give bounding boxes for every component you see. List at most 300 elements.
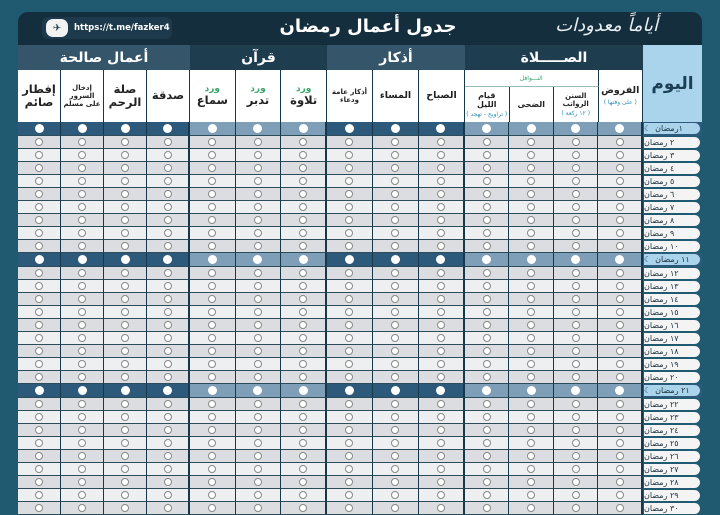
check-circle-icon[interactable] [208, 373, 216, 381]
checkbox-cell[interactable] [554, 424, 599, 437]
check-circle-icon[interactable] [299, 190, 307, 198]
checkbox-cell[interactable] [327, 358, 373, 371]
check-circle-icon[interactable] [616, 321, 624, 329]
checkbox-cell[interactable] [236, 122, 282, 136]
check-circle-icon[interactable] [572, 269, 580, 277]
check-circle-icon[interactable] [164, 452, 172, 460]
checkbox-cell[interactable] [61, 424, 104, 437]
check-circle-icon[interactable] [437, 282, 445, 290]
check-circle-icon[interactable] [35, 138, 43, 146]
checkbox-cell[interactable] [327, 149, 373, 162]
checkbox-cell[interactable] [509, 162, 554, 175]
checkbox-cell[interactable] [598, 411, 643, 424]
check-circle-icon[interactable] [616, 190, 624, 198]
checkbox-cell[interactable] [554, 358, 599, 371]
check-circle-icon[interactable] [121, 334, 129, 342]
checkbox-cell[interactable] [465, 253, 510, 267]
check-circle-icon[interactable] [572, 203, 580, 211]
checkbox-cell[interactable] [18, 162, 61, 175]
check-circle-icon[interactable] [345, 255, 354, 264]
checkbox-cell[interactable] [327, 253, 373, 267]
check-circle-icon[interactable] [572, 347, 580, 355]
checkbox-cell[interactable] [236, 358, 282, 371]
check-circle-icon[interactable] [437, 347, 445, 355]
check-circle-icon[interactable] [391, 255, 400, 264]
checkbox-cell[interactable] [554, 437, 599, 450]
checkbox-cell[interactable] [554, 149, 599, 162]
checkbox-cell[interactable] [190, 463, 236, 476]
checkbox-cell[interactable] [281, 201, 327, 214]
checkbox-cell[interactable] [598, 398, 643, 411]
checkbox-cell[interactable] [419, 332, 465, 345]
checkbox-cell[interactable] [598, 227, 643, 240]
checkbox-cell[interactable] [327, 136, 373, 149]
checkbox-cell[interactable] [373, 149, 419, 162]
checkbox-cell[interactable] [281, 358, 327, 371]
checkbox-cell[interactable] [281, 240, 327, 253]
check-circle-icon[interactable] [164, 465, 172, 473]
check-circle-icon[interactable] [78, 321, 86, 329]
check-circle-icon[interactable] [121, 255, 130, 264]
checkbox-cell[interactable] [147, 358, 190, 371]
check-circle-icon[interactable] [299, 452, 307, 460]
checkbox-cell[interactable] [61, 214, 104, 227]
check-circle-icon[interactable] [616, 242, 624, 250]
check-circle-icon[interactable] [391, 478, 399, 486]
check-circle-icon[interactable] [254, 413, 262, 421]
checkbox-cell[interactable] [147, 149, 190, 162]
check-circle-icon[interactable] [121, 465, 129, 473]
check-circle-icon[interactable] [483, 269, 491, 277]
checkbox-cell[interactable] [61, 227, 104, 240]
checkbox-cell[interactable] [18, 319, 61, 332]
check-circle-icon[interactable] [391, 216, 399, 224]
check-circle-icon[interactable] [483, 439, 491, 447]
check-circle-icon[interactable] [572, 373, 580, 381]
check-circle-icon[interactable] [121, 229, 129, 237]
checkbox-cell[interactable] [147, 437, 190, 450]
checkbox-cell[interactable] [61, 463, 104, 476]
checkbox-cell[interactable] [419, 463, 465, 476]
checkbox-cell[interactable] [61, 384, 104, 398]
checkbox-cell[interactable] [281, 227, 327, 240]
check-circle-icon[interactable] [391, 426, 399, 434]
checkbox-cell[interactable] [61, 149, 104, 162]
check-circle-icon[interactable] [78, 124, 87, 133]
checkbox-cell[interactable] [18, 463, 61, 476]
checkbox-cell[interactable] [18, 411, 61, 424]
check-circle-icon[interactable] [482, 255, 491, 264]
checkbox-cell[interactable] [373, 424, 419, 437]
checkbox-cell[interactable] [419, 476, 465, 489]
checkbox-cell[interactable] [61, 280, 104, 293]
checkbox-cell[interactable] [147, 411, 190, 424]
checkbox-cell[interactable] [236, 345, 282, 358]
check-circle-icon[interactable] [572, 504, 580, 512]
checkbox-cell[interactable] [104, 280, 147, 293]
check-circle-icon[interactable] [483, 373, 491, 381]
check-circle-icon[interactable] [483, 426, 491, 434]
checkbox-cell[interactable] [509, 424, 554, 437]
check-circle-icon[interactable] [163, 255, 172, 264]
checkbox-cell[interactable] [598, 476, 643, 489]
checkbox-cell[interactable] [465, 371, 510, 384]
check-circle-icon[interactable] [616, 269, 624, 277]
check-circle-icon[interactable] [572, 216, 580, 224]
checkbox-cell[interactable] [61, 450, 104, 463]
check-circle-icon[interactable] [572, 478, 580, 486]
check-circle-icon[interactable] [35, 413, 43, 421]
checkbox-cell[interactable] [509, 188, 554, 201]
checkbox-cell[interactable] [554, 188, 599, 201]
check-circle-icon[interactable] [437, 138, 445, 146]
checkbox-cell[interactable] [281, 437, 327, 450]
check-circle-icon[interactable] [299, 347, 307, 355]
checkbox-cell[interactable] [236, 306, 282, 319]
checkbox-cell[interactable] [327, 319, 373, 332]
check-circle-icon[interactable] [345, 190, 353, 198]
check-circle-icon[interactable] [391, 203, 399, 211]
check-circle-icon[interactable] [391, 124, 400, 133]
checkbox-cell[interactable] [373, 398, 419, 411]
check-circle-icon[interactable] [164, 151, 172, 159]
check-circle-icon[interactable] [345, 400, 353, 408]
check-circle-icon[interactable] [208, 282, 216, 290]
checkbox-cell[interactable] [373, 136, 419, 149]
checkbox-cell[interactable] [327, 175, 373, 188]
check-circle-icon[interactable] [527, 216, 535, 224]
check-circle-icon[interactable] [572, 400, 580, 408]
checkbox-cell[interactable] [61, 476, 104, 489]
check-circle-icon[interactable] [391, 151, 399, 159]
check-circle-icon[interactable] [345, 151, 353, 159]
checkbox-cell[interactable] [190, 201, 236, 214]
checkbox-cell[interactable] [190, 253, 236, 267]
checkbox-cell[interactable] [509, 345, 554, 358]
checkbox-cell[interactable] [465, 122, 510, 136]
check-circle-icon[interactable] [164, 413, 172, 421]
checkbox-cell[interactable] [281, 188, 327, 201]
check-circle-icon[interactable] [616, 151, 624, 159]
checkbox-cell[interactable] [598, 371, 643, 384]
check-circle-icon[interactable] [345, 334, 353, 342]
checkbox-cell[interactable] [509, 411, 554, 424]
check-circle-icon[interactable] [254, 504, 262, 512]
checkbox-cell[interactable] [465, 463, 510, 476]
check-circle-icon[interactable] [391, 373, 399, 381]
checkbox-cell[interactable] [104, 162, 147, 175]
checkbox-cell[interactable] [61, 253, 104, 267]
check-circle-icon[interactable] [78, 269, 86, 277]
checkbox-cell[interactable] [509, 502, 554, 515]
check-circle-icon[interactable] [164, 203, 172, 211]
check-circle-icon[interactable] [437, 203, 445, 211]
check-circle-icon[interactable] [616, 282, 624, 290]
check-circle-icon[interactable] [437, 269, 445, 277]
check-circle-icon[interactable] [483, 190, 491, 198]
checkbox-cell[interactable] [327, 424, 373, 437]
check-circle-icon[interactable] [164, 334, 172, 342]
check-circle-icon[interactable] [483, 229, 491, 237]
check-circle-icon[interactable] [437, 190, 445, 198]
check-circle-icon[interactable] [208, 242, 216, 250]
check-circle-icon[interactable] [78, 295, 86, 303]
checkbox-cell[interactable] [236, 437, 282, 450]
checkbox-cell[interactable] [18, 437, 61, 450]
check-circle-icon[interactable] [299, 164, 307, 172]
check-circle-icon[interactable] [391, 504, 399, 512]
checkbox-cell[interactable] [190, 398, 236, 411]
check-circle-icon[interactable] [208, 360, 216, 368]
checkbox-cell[interactable] [598, 384, 643, 398]
check-circle-icon[interactable] [164, 138, 172, 146]
check-circle-icon[interactable] [527, 295, 535, 303]
check-circle-icon[interactable] [572, 465, 580, 473]
checkbox-cell[interactable] [419, 319, 465, 332]
check-circle-icon[interactable] [164, 321, 172, 329]
check-circle-icon[interactable] [208, 269, 216, 277]
check-circle-icon[interactable] [616, 478, 624, 486]
check-circle-icon[interactable] [208, 439, 216, 447]
check-circle-icon[interactable] [299, 138, 307, 146]
checkbox-cell[interactable] [465, 450, 510, 463]
checkbox-cell[interactable] [281, 214, 327, 227]
check-circle-icon[interactable] [391, 452, 399, 460]
check-circle-icon[interactable] [345, 491, 353, 499]
checkbox-cell[interactable] [281, 463, 327, 476]
checkbox-cell[interactable] [373, 227, 419, 240]
checkbox-cell[interactable] [327, 463, 373, 476]
check-circle-icon[interactable] [299, 151, 307, 159]
checkbox-cell[interactable] [104, 345, 147, 358]
checkbox-cell[interactable] [281, 424, 327, 437]
checkbox-cell[interactable] [147, 162, 190, 175]
check-circle-icon[interactable] [254, 439, 262, 447]
checkbox-cell[interactable] [419, 201, 465, 214]
check-circle-icon[interactable] [164, 426, 172, 434]
checkbox-cell[interactable] [281, 345, 327, 358]
check-circle-icon[interactable] [35, 321, 43, 329]
checkbox-cell[interactable] [18, 175, 61, 188]
checkbox-cell[interactable] [190, 437, 236, 450]
check-circle-icon[interactable] [121, 360, 129, 368]
check-circle-icon[interactable] [121, 138, 129, 146]
checkbox-cell[interactable] [373, 214, 419, 227]
check-circle-icon[interactable] [78, 151, 86, 159]
check-circle-icon[interactable] [437, 242, 445, 250]
check-circle-icon[interactable] [572, 439, 580, 447]
checkbox-cell[interactable] [190, 371, 236, 384]
check-circle-icon[interactable] [35, 177, 43, 185]
checkbox-cell[interactable] [147, 175, 190, 188]
check-circle-icon[interactable] [391, 269, 399, 277]
checkbox-cell[interactable] [509, 319, 554, 332]
checkbox-cell[interactable] [419, 437, 465, 450]
checkbox-cell[interactable] [190, 280, 236, 293]
checkbox-cell[interactable] [104, 319, 147, 332]
check-circle-icon[interactable] [616, 164, 624, 172]
check-circle-icon[interactable] [437, 452, 445, 460]
checkbox-cell[interactable] [509, 240, 554, 253]
check-circle-icon[interactable] [35, 295, 43, 303]
check-circle-icon[interactable] [164, 177, 172, 185]
check-circle-icon[interactable] [527, 242, 535, 250]
check-circle-icon[interactable] [527, 478, 535, 486]
checkbox-cell[interactable] [104, 175, 147, 188]
check-circle-icon[interactable] [299, 504, 307, 512]
checkbox-cell[interactable] [509, 227, 554, 240]
checkbox-cell[interactable] [104, 188, 147, 201]
checkbox-cell[interactable] [419, 136, 465, 149]
check-circle-icon[interactable] [345, 242, 353, 250]
checkbox-cell[interactable] [327, 306, 373, 319]
checkbox-cell[interactable] [61, 398, 104, 411]
check-circle-icon[interactable] [254, 164, 262, 172]
checkbox-cell[interactable] [61, 306, 104, 319]
checkbox-cell[interactable] [554, 371, 599, 384]
checkbox-cell[interactable] [327, 450, 373, 463]
check-circle-icon[interactable] [616, 491, 624, 499]
check-circle-icon[interactable] [121, 269, 129, 277]
check-circle-icon[interactable] [254, 203, 262, 211]
checkbox-cell[interactable] [598, 214, 643, 227]
checkbox-cell[interactable] [18, 240, 61, 253]
check-circle-icon[interactable] [483, 360, 491, 368]
checkbox-cell[interactable] [18, 489, 61, 502]
check-circle-icon[interactable] [616, 295, 624, 303]
check-circle-icon[interactable] [572, 282, 580, 290]
check-circle-icon[interactable] [121, 386, 130, 395]
check-circle-icon[interactable] [254, 491, 262, 499]
checkbox-cell[interactable] [327, 201, 373, 214]
check-circle-icon[interactable] [483, 452, 491, 460]
checkbox-cell[interactable] [509, 358, 554, 371]
check-circle-icon[interactable] [616, 229, 624, 237]
check-circle-icon[interactable] [391, 360, 399, 368]
checkbox-cell[interactable] [147, 332, 190, 345]
check-circle-icon[interactable] [35, 360, 43, 368]
checkbox-cell[interactable] [18, 149, 61, 162]
check-circle-icon[interactable] [527, 334, 535, 342]
check-circle-icon[interactable] [571, 255, 580, 264]
check-circle-icon[interactable] [121, 413, 129, 421]
checkbox-cell[interactable] [509, 489, 554, 502]
check-circle-icon[interactable] [616, 216, 624, 224]
checkbox-cell[interactable] [327, 398, 373, 411]
checkbox-cell[interactable] [373, 463, 419, 476]
checkbox-cell[interactable] [190, 489, 236, 502]
check-circle-icon[interactable] [391, 164, 399, 172]
check-circle-icon[interactable] [254, 347, 262, 355]
checkbox-cell[interactable] [236, 411, 282, 424]
check-circle-icon[interactable] [345, 229, 353, 237]
check-circle-icon[interactable] [299, 229, 307, 237]
check-circle-icon[interactable] [208, 190, 216, 198]
check-circle-icon[interactable] [527, 124, 536, 133]
checkbox-cell[interactable] [598, 201, 643, 214]
check-circle-icon[interactable] [78, 400, 86, 408]
checkbox-cell[interactable] [373, 122, 419, 136]
checkbox-cell[interactable] [373, 358, 419, 371]
checkbox-cell[interactable] [509, 437, 554, 450]
checkbox-cell[interactable] [281, 267, 327, 280]
check-circle-icon[interactable] [254, 138, 262, 146]
checkbox-cell[interactable] [598, 358, 643, 371]
check-circle-icon[interactable] [345, 504, 353, 512]
checkbox-cell[interactable] [598, 332, 643, 345]
checkbox-cell[interactable] [236, 463, 282, 476]
checkbox-cell[interactable] [598, 345, 643, 358]
check-circle-icon[interactable] [164, 373, 172, 381]
checkbox-cell[interactable] [465, 345, 510, 358]
check-circle-icon[interactable] [483, 242, 491, 250]
checkbox-cell[interactable] [509, 332, 554, 345]
checkbox-cell[interactable] [61, 122, 104, 136]
check-circle-icon[interactable] [616, 413, 624, 421]
checkbox-cell[interactable] [147, 450, 190, 463]
checkbox-cell[interactable] [465, 306, 510, 319]
checkbox-cell[interactable] [190, 240, 236, 253]
check-circle-icon[interactable] [527, 504, 535, 512]
check-circle-icon[interactable] [527, 255, 536, 264]
checkbox-cell[interactable] [554, 162, 599, 175]
check-circle-icon[interactable] [345, 452, 353, 460]
check-circle-icon[interactable] [527, 426, 535, 434]
check-circle-icon[interactable] [254, 452, 262, 460]
checkbox-cell[interactable] [18, 293, 61, 306]
checkbox-cell[interactable] [554, 293, 599, 306]
checkbox-cell[interactable] [465, 201, 510, 214]
check-circle-icon[interactable] [345, 439, 353, 447]
checkbox-cell[interactable] [281, 122, 327, 136]
check-circle-icon[interactable] [254, 229, 262, 237]
checkbox-cell[interactable] [419, 293, 465, 306]
checkbox-cell[interactable] [419, 345, 465, 358]
checkbox-cell[interactable] [236, 489, 282, 502]
checkbox-cell[interactable] [554, 450, 599, 463]
checkbox-cell[interactable] [598, 136, 643, 149]
checkbox-cell[interactable] [281, 175, 327, 188]
check-circle-icon[interactable] [164, 282, 172, 290]
checkbox-cell[interactable] [281, 476, 327, 489]
checkbox-cell[interactable] [18, 345, 61, 358]
checkbox-cell[interactable] [465, 502, 510, 515]
checkbox-cell[interactable] [190, 476, 236, 489]
checkbox-cell[interactable] [554, 306, 599, 319]
check-circle-icon[interactable] [345, 138, 353, 146]
check-circle-icon[interactable] [436, 255, 445, 264]
check-circle-icon[interactable] [208, 321, 216, 329]
check-circle-icon[interactable] [527, 386, 536, 395]
checkbox-cell[interactable] [598, 122, 643, 136]
check-circle-icon[interactable] [482, 386, 491, 395]
checkbox-cell[interactable] [373, 345, 419, 358]
check-circle-icon[interactable] [164, 216, 172, 224]
check-circle-icon[interactable] [572, 164, 580, 172]
check-circle-icon[interactable] [164, 269, 172, 277]
checkbox-cell[interactable] [236, 201, 282, 214]
checkbox-cell[interactable] [554, 411, 599, 424]
check-circle-icon[interactable] [254, 360, 262, 368]
check-circle-icon[interactable] [254, 269, 262, 277]
checkbox-cell[interactable] [104, 398, 147, 411]
check-circle-icon[interactable] [345, 295, 353, 303]
checkbox-cell[interactable] [281, 136, 327, 149]
check-circle-icon[interactable] [78, 216, 86, 224]
check-circle-icon[interactable] [208, 255, 217, 264]
check-circle-icon[interactable] [299, 216, 307, 224]
checkbox-cell[interactable] [236, 162, 282, 175]
